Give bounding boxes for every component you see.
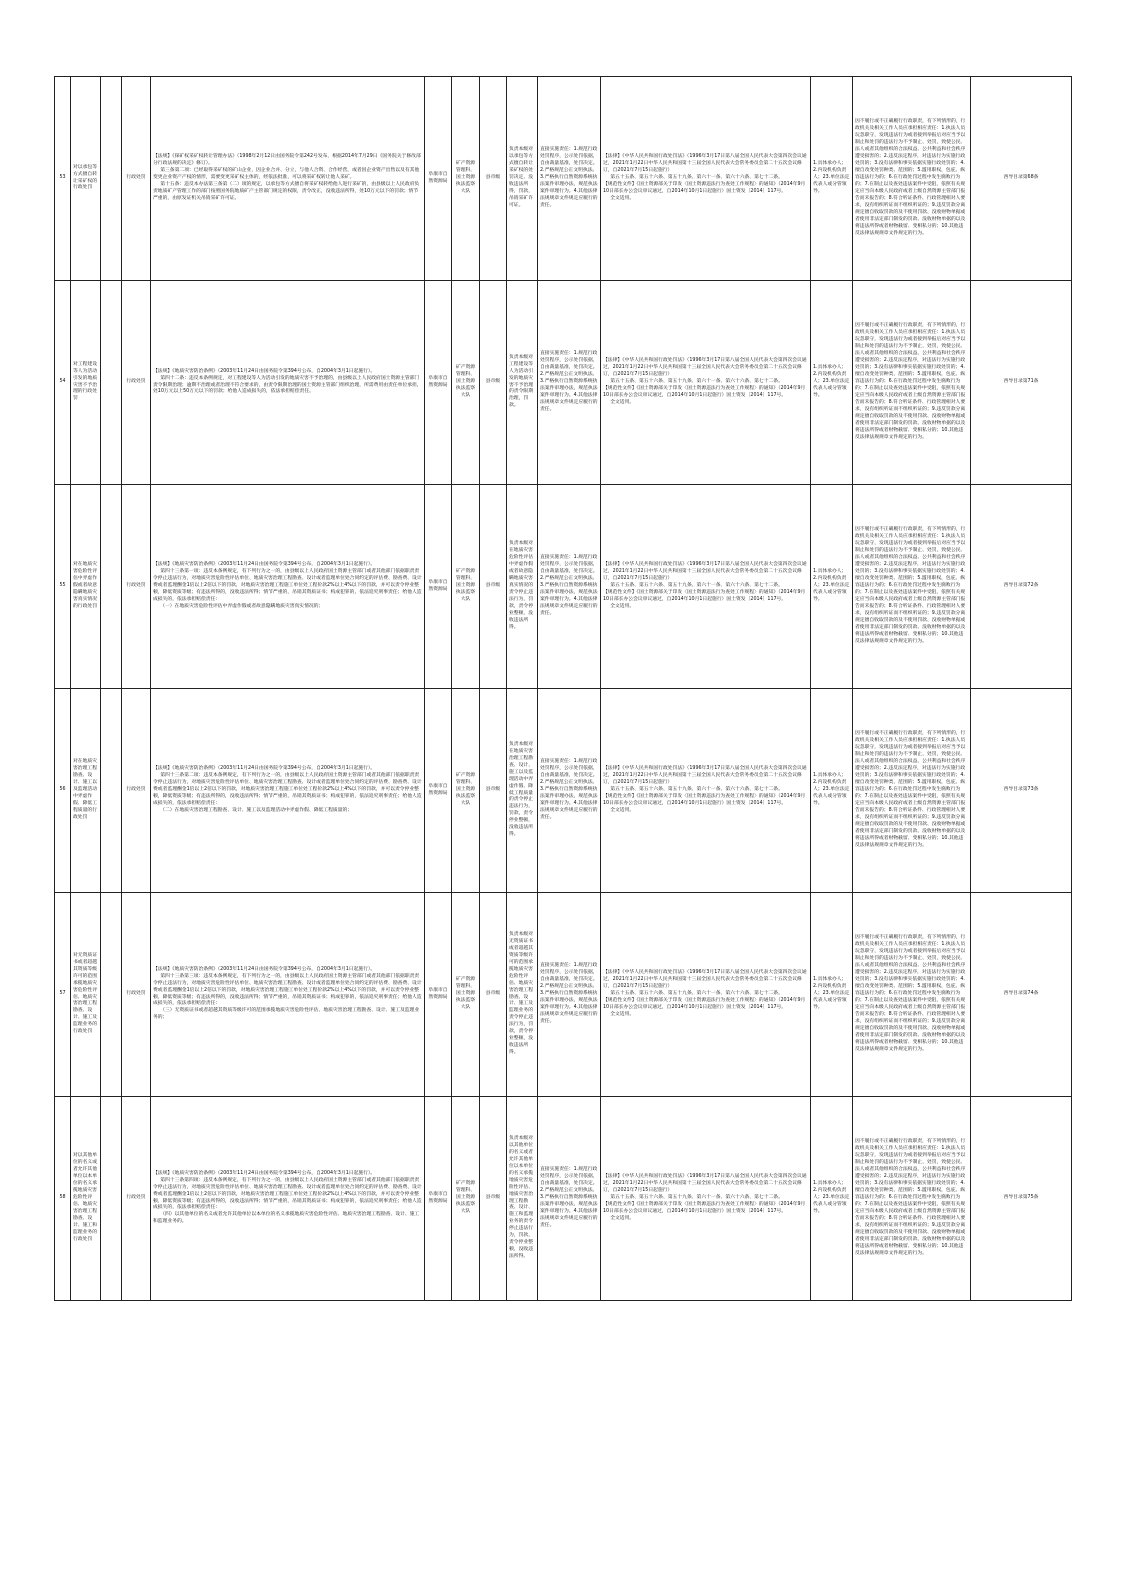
implementing-subject: 阜康市自然资源局 (425, 77, 452, 281)
liability-situations: 因不履行或不正确履行行政职责，有下列情形的，行政机关及相关工作人员应承担相应责任：1.执法人员玩忽职守，发现违法行为或者接到举报后对应当予以制止和处罚的违法行为不予制止、处罚，致使公民、法人或者其他组织的合法权益、公共利益和社会秩序遭受损害的；2.违反法定程序，对违法行为实施行政处罚的；3.没有法律和事实依据实施行政处罚的；4.擅自改变处罚种类、范围的；5.滥用职权，包庇、纵容违法行为的；6.在行政处罚过程中发生腐败行为的；7.在制止以及查处违法案件中受阻，依照有关规定应当向本级人民政府或者上级自然资源主管部门报告而未报告的；8.符合听证条件、行政管理相对人要求，没有组织听证而不组织听证的；9.违反罚款分离规定擅自收取罚款的及不使用罚款、没收财物单据或者使用非法定部门制发的罚款、没收财物单据的以及将违法所得或者财物截留、变相私分的；10.其他违反法律法规规章文件规定的行为。 (853, 281, 971, 485)
row-number: 57 (55, 893, 71, 1097)
power-type: 行政处罚 (122, 281, 151, 485)
sub-item (101, 281, 122, 485)
item-name: 对无资质证书或者超越其资质等级许可的范围承揽地质灾害危险性评估、地质灾害治理工程勘查、设计、施工及监理业务的行政处罚 (71, 893, 101, 1097)
sub-item (101, 485, 122, 689)
power-type: 行政处罚 (122, 77, 151, 281)
table-row (55, 893, 1072, 1097)
accountability: 直接实施责任：1.规范行政处罚程序，公示处罚依据，自由裁量基准，处罚决定。2.严格规范公正文明执法。3.严格执行自然资源系统执法案件审理办法，规范执法案件审理行为。4.其他法律法规规章文件规定应履行的责任。 (538, 77, 601, 281)
responsible-persons: 1.具体承办人；2.内设机构负责人；23.单位法定代表人或分管领导。 (811, 689, 853, 893)
table-row (55, 485, 1072, 689)
power-type: 行政处罚 (122, 485, 151, 689)
basis-paragraph: 【法规】《地质灾害防治条例》（2003年11月24日由国务院令第394号公布，自2004年3月1日起施行）。 (153, 562, 376, 568)
basis-paragraph: 第四十三条第一项：违反本条例规定，有下列行为之一的，由县级以上人民政府国土资源主管部门或者其他部门依据职责责令停止违法行为，对地质灾害危险性评估单位、地质灾害治理工程勘查、设计或者监理单位处合同约定的评估费、勘查费、设计费或者监理酬金1倍以上2倍以下的罚款，对地质灾害治理工程施工单位处工程价款2%以上4%以下的罚款，并可以责令停业整顿，降低资质等级；有违法所得的，没收违法所得；情节严重的，吊销其资质证书；构成犯罪的，依法追究刑事责任；给他人造成损失的，依法承担赔偿责任： (153, 569, 422, 602)
basis-paragraph: 第四十三条第二项：违反本条例规定，有下列行为之一的，由县级以上人民政府国土资源主管部门或者其他部门依据职责责令停止违法行为，对地质灾害危险性评估单位、地质灾害治理工程勘查、设计或者监理单位处合同约定的评估费、勘查费、设计费或者监理酬金1倍以上2倍以下的罚款，对地质灾害治理工程施工单位处工程价款2%以上4%以下的罚款，并可以责令停业整顿，降低资质等级；有违法所得的，没收违法所得；情节严重的，吊销其资质证书；构成犯罪的，依法追究刑事责任；给他人造成损失的，依法承担赔偿责任： (153, 773, 422, 806)
law-basis: 【法律】《中华人民共和国行政处罚法》（1996年3月17日第八届全国人民代表大会第四次会议通过，2021年1月22日中华人民共和国第十三届全国人民代表大会常务委员会第二十五次会议修订，自2021年7月15日起施行） 第五十五条、第五十六条、第五十九条、第六十一条、第六十六条、第七十二条。 【规范性文件】《国土资源部关于印发〈国土资源违法行为查处工作规程〉的通知》（2014年9月10日部长办公会议审议通过，自2014年10月1日起施行）国土资发〔2014〕117号。 全文适用。 (601, 893, 811, 1097)
responsible-persons: 1.具体承办人；2.内设机构负责人；23.单位法定代表人或分管领导。 (811, 77, 853, 281)
exercise-level: 县市级 (480, 689, 507, 893)
table-row (55, 77, 1072, 281)
remark: 西导目录第72条 (971, 485, 1072, 689)
basis-paragraph: 第四十三条第三项：违反本条例规定，有下列行为之一的，由县级以上人民政府国土资源主管部门或者其他部门依据职责责令停止违法行为，对地质灾害危险性评估单位、地质灾害治理工程勘查、设计或者监理单位处合同约定的评估费、勘查费、设计费或者监理酬金1倍以上2倍以下的罚款，对地质灾害治理工程施工单位处工程价款2%以上4%以下的罚款，并可以责令停业整顿，降低资质等级；有违法所得的，没收违法所得；情节严重的，吊销其资质证书；构成犯罪的，依法追究刑事责任；给他人造成损失的，依法承担赔偿责任： (153, 973, 422, 1007)
sub-item (101, 893, 122, 1097)
basis-paragraph: 【法规】《地质灾害防治条例》（2003年11月24日由国务院令第394号公布，自2004年3月1日起施行）。 (153, 1170, 376, 1176)
law-basis: 【法律】《中华人民共和国行政处罚法》（1996年3月17日第八届全国人民代表大会第四次会议通过，2021年1月22日中华人民共和国第十三届全国人民代表大会常务委员会第二十五次会议修订，自2021年7月15日起施行） 第五十五条、第五十六条、第五十九条、第六十一条、第六十六条、第七十二条。 【规范性文件】《国土资源部关于印发〈国土资源违法行为查处工作规程〉的通知》（2014年9月10日部长办公会议审议通过，自2014年10月1日起施行）国土资发〔2014〕117号。 全文适用。 (601, 485, 811, 689)
responsible-persons: 1.具体承办人；2.内设机构负责人；23.单位法定代表人或分管领导。 (811, 893, 853, 1097)
item-name: 对以其他单位的名义或者允许其他单位以本单位的名义承揽地质灾害危险性评估、地质灾害治理工程勘查、设计、施工和监理业务的行政处罚 (71, 1097, 101, 1301)
legal-basis (151, 893, 425, 1097)
liability-situations: 因不履行或不正确履行行政职责，有下列情形的，行政机关及相关工作人员应承担相应责任：1.执法人员玩忽职守，发现违法行为或者接到举报后对应当予以制止和处罚的违法行为不予制止、处罚，致使公民、法人或者其他组织的合法权益、公共利益和社会秩序遭受损害的；2.违反法定程序，对违法行为实施行政处罚的；3.没有法律和事实依据实施行政处罚的；4.擅自改变处罚种类、范围的；5.滥用职权，包庇、纵容违法行为的；6.在行政处罚过程中发生腐败行为的；7.在制止以及查处违法案件中受阻，依照有关规定应当向本级人民政府或者上级自然资源主管部门报告而未报告的；8.符合听证条件、行政管理相对人要求，没有组织听证而不组织听证的；9.违反罚款分离规定擅自收取罚款的及不使用罚款、没收财物单据或者使用非法定部门制发的罚款、没收财物单据的以及将违法所得或者财物截留、变相私分的；10.其他违反法律法规规章文件规定的行为。 (853, 77, 971, 281)
power-type: 行政处罚 (122, 893, 151, 1097)
item-name: 对以承包等方式擅自转让采矿权的行政处罚 (71, 77, 101, 281)
duty-scope: 负责本级对在地质灾害治理工程勘查、设计、施工以及监理活动中弄虚作假、降低工程质量的责令停止违法行为，罚款，责令停业整顿，没收违法所得。 (507, 689, 538, 893)
exercise-level: 县市级 (480, 893, 507, 1097)
power-type: 行政处罚 (122, 689, 151, 893)
responsible-persons: 1.具体承办人；2.内设机构负责人；23.单位法定代表人或分管领导。 (811, 1097, 853, 1301)
basis-paragraph: 【法规】《地质灾害防治条例》（2003年11月24日由国务院令第394号公布，自2004年3月1日起施行）。 (153, 368, 376, 374)
legal-basis (151, 485, 425, 689)
duty-scope: 负责本级对无资质证书或者超越其资质等级许可的范围承揽地质灾害危险性评估、地质灾害治理工程勘查、设计、施工及监理业务的责令停止违法行为，罚款，责令停业整顿，没收违法所得。 (507, 893, 538, 1097)
item-name: 对在地质灾害治理工程勘查、设计、施工以及监理活动中弄虚作假、降低工程质量的行政处罚 (71, 689, 101, 893)
table-row (55, 689, 1072, 893)
row-number: 54 (55, 281, 71, 485)
duty-scope: 负责本级对以其他单位的名义或者允许其他单位以本单位的名义承揽地质灾害危险性评估、地质灾害治理工程勘查、设计、施工和监理业务的责令停止违法行为，罚款，责令停业整顿，没收违法所得。 (507, 1097, 538, 1301)
accountability: 直接实施责任：1.规范行政处罚程序，公示处罚依据，自由裁量基准，处罚决定。2.严格规范公正文明执法。3.严格执行自然资源系统执法案件审理办法，规范执法案件审理行为。4.其他法律法规规章文件规定应履行的责任。 (538, 689, 601, 893)
law-basis: 【法律】《中华人民共和国行政处罚法》（1996年3月17日第八届全国人民代表大会第四次会议通过，2021年1月22日中华人民共和国第十三届全国人民代表大会常务委员会第二十五次会议修订，自2021年7月15日起施行） 第五十五条、第五十六条、第五十九条、第六十一条、第六十六条、第七十二条。 【规范性文件】《国土资源部关于印发〈国土资源违法行为查处工作规程〉的通知》（2014年9月10日部长办公会议审议通过，自2014年10月1日起施行）国土资发〔2014〕117号。 全文适用。 (601, 1097, 811, 1301)
accountability: 直接实施责任：1.规范行政处罚程序，公示处罚依据，自由裁量基准，处罚决定。2.严格规范公正文明执法。3.严格执行自然资源系统执法案件审理办法，规范执法案件审理行为。4.其他法律法规规章文件规定应履行的责任。 (538, 281, 601, 485)
basis-paragraph: 【法规】《探矿权采矿权转让管理办法》（1998年2月12日由国务院令第242号发布，根据2014年7月29日《国务院关于修改部分行政法规的决定》修订）。 (153, 154, 421, 167)
responsible-department: 矿产资源管理科、国土资源执法监察大队 (452, 689, 480, 893)
law-basis: 【法律】《中华人民共和国行政处罚法》（1996年3月17日第八届全国人民代表大会第四次会议通过，2021年1月22日中华人民共和国第十三届全国人民代表大会常务委员会第二十五次会议修订，自2021年7月15日起施行） 第五十五条、第五十六条、第五十九条、第六十一条、第六十六条、第七十二条。 【规范性文件】《国土资源部关于印发〈国土资源违法行为查处工作规程〉的通知》（2014年9月10日部长办公会议审议通过，自2014年10月1日起施行）国土资发〔2014〕117号。 全文适用。 (601, 281, 811, 485)
remark: 西导目录第74条 (971, 893, 1072, 1097)
implementing-subject: 阜康市自然资源局 (425, 689, 452, 893)
row-number: 56 (55, 689, 71, 893)
accountability: 直接实施责任：1.规范行政处罚程序，公示处罚依据，自由裁量基准，处罚决定。2.严格规范公正文明执法。3.严格执行自然资源系统执法案件审理办法，规范执法案件审理行为。4.其他法律法规规章文件规定应履行的责任。 (538, 485, 601, 689)
exercise-level: 县市级 (480, 281, 507, 485)
basis-paragraph: （一）在地质灾害危险性评估中弄虚作假或者故意隐瞒地质灾害真实情况的； (160, 603, 324, 609)
sub-item (101, 1097, 122, 1301)
legal-basis (151, 281, 425, 485)
implementing-subject: 阜康市自然资源局 (425, 281, 452, 485)
sub-item (101, 77, 122, 281)
accountability: 直接实施责任：1.规范行政处罚程序，公示处罚依据，自由裁量基准，处罚决定。2.严格规范公正文明执法。3.严格执行自然资源系统执法案件审理办法，规范执法案件审理行为。4.其他法律法规规章文件规定应履行的责任。 (538, 893, 601, 1097)
liability-situations: 因不履行或不正确履行行政职责，有下列情形的，行政机关及相关工作人员应承担相应责任：1.执法人员玩忽职守，发现违法行为或者接到举报后对应当予以制止和处罚的违法行为不予制止、处罚，致使公民、法人或者其他组织的合法权益、公共利益和社会秩序遭受损害的；2.违反法定程序，对违法行为实施行政处罚的；3.没有法律和事实依据实施行政处罚的；4.擅自改变处罚种类、范围的；5.滥用职权，包庇、纵容违法行为的；6.在行政处罚过程中发生腐败行为的；7.在制止以及查处违法案件中受阻，依照有关规定应当向本级人民政府或者上级自然资源主管部门报告而未报告的；8.符合听证条件、行政管理相对人要求，没有组织听证而不组织听证的；9.违反罚款分离规定擅自收取罚款的及不使用罚款、没收财物单据或者使用非法定部门制发的罚款、没收财物单据的以及将违法所得或者财物截留、变相私分的；10.其他违反法律法规规章文件规定的行为。 (853, 1097, 971, 1301)
implementing-subject: 阜康市自然资源局 (425, 485, 452, 689)
liability-situations: 因不履行或不正确履行行政职责，有下列情形的，行政机关及相关工作人员应承担相应责任：1.执法人员玩忽职守，发现违法行为或者接到举报后对应当予以制止和处罚的违法行为不予制止、处罚，致使公民、法人或者其他组织的合法权益、公共利益和社会秩序遭受损害的；2.违反法定程序，对违法行为实施行政处罚的；3.没有法律和事实依据实施行政处罚的；4.擅自改变处罚种类、范围的；5.滥用职权，包庇、纵容违法行为的；6.在行政处罚过程中发生腐败行为的；7.在制止以及查处违法案件中受阻，依照有关规定应当向本级人民政府或者上级自然资源主管部门报告而未报告的；8.符合听证条件、行政管理相对人要求，没有组织听证而不组织听证的；9.违反罚款分离规定擅自收取罚款的及不使用罚款、没收财物单据或者使用非法定部门制发的罚款、没收财物单据的以及将违法所得或者财物截留、变相私分的；10.其他违反法律法规规章文件规定的行为。 (853, 893, 971, 1097)
power-type: 行政处罚 (122, 1097, 151, 1301)
liability-situations: 因不履行或不正确履行行政职责，有下列情形的，行政机关及相关工作人员应承担相应责任：1.执法人员玩忽职守，发现违法行为或者接到举报后对应当予以制止和处罚的违法行为不予制止、处罚，致使公民、法人或者其他组织的合法权益、公共利益和社会秩序遭受损害的；2.违反法定程序，对违法行为实施行政处罚的；3.没有法律和事实依据实施行政处罚的；4.擅自改变处罚种类、范围的；5.滥用职权，包庇、纵容违法行为的；6.在行政处罚过程中发生腐败行为的；7.在制止以及查处违法案件中受阻，依照有关规定应当向本级人民政府或者上级自然资源主管部门报告而未报告的；8.符合听证条件、行政管理相对人要求，没有组织听证而不组织听证的；9.违反罚款分离规定擅自收取罚款的及不使用罚款、没收财物单据或者使用非法定部门制发的罚款、没收财物单据的以及将违法所得或者财物截留、变相私分的；10.其他违反法律法规规章文件规定的行为。 (853, 485, 971, 689)
remark: 西导目录第71条 (971, 281, 1072, 485)
basis-paragraph: 【法规】《地质灾害防治条例》（2003年11月24日由国务院令第394号公布，自2004年3月1日起施行）。 (153, 966, 376, 972)
legal-basis (151, 77, 425, 281)
implementing-subject: 阜康市自然资源局 (425, 893, 452, 1097)
power-list-table (54, 76, 1072, 1301)
responsible-persons: 1.具体承办人；2.内设机构负责人；23.单位法定代表人或分管领导。 (811, 281, 853, 485)
remark: 西导目录第73条 (971, 689, 1072, 893)
responsible-department: 矿产资源管理科、国土资源执法监察大队 (452, 1097, 480, 1301)
item-name: 对在地质灾害危险性评估中弄虚作假或者故意隐瞒地质灾害真实情况的行政处罚 (71, 485, 101, 689)
duty-scope: 负责本级对工程建设等人为活动引发的地质灾害不予治理的责令限期治理，罚款。 (507, 281, 538, 485)
basis-paragraph: （三）无资质证书或者超越其资质等级许可的范围承揽地质灾害危险性评估、地质灾害治理工程勘查、设计、施工及监理业务的； (153, 1008, 420, 1021)
law-basis: 【法律】《中华人民共和国行政处罚法》（1996年3月17日第八届全国人民代表大会第四次会议通过，2021年1月22日中华人民共和国第十三届全国人民代表大会常务委员会第二十五次会议修订，自2021年7月15日起施行） 第五十五条、第五十六条、第五十九条、第六十一条、第六十六条、第七十二条。 【规范性文件】《国土资源部关于印发〈国土资源违法行为查处工作规程〉的通知》（2014年9月10日部长办公会议审议通过，自2014年10月1日起施行）国土资发〔2014〕117号。 全文适用。 (601, 77, 811, 281)
responsible-department: 矿产资源管理科、国土资源执法监察大队 (452, 281, 480, 485)
basis-paragraph: 第四十三条第四项：违反本条例规定，有下列行为之一的，由县级以上人民政府国土资源主管部门或者其他部门依据职责责令停止违法行为，对地质灾害危险性评估单位、地质灾害治理工程勘查、设计或者监理单位处合同约定的评估费、勘查费、设计费或者监理酬金1倍以上2倍以下的罚款，对地质灾害治理工程施工单位处工程价款2%以上4%以下的罚款，并可以责令停业整顿，降低资质等级；有违法所得的，没收违法所得；情节严重的，吊销其资质证书；构成犯罪的，依法追究刑事责任；给他人造成损失的，依法承担赔偿责任： (153, 1177, 422, 1211)
basis-paragraph: 第四十二条：违反本条例规定，对工程建设等人为活动引发的地质灾害不予治理的，由县级以上人民政府国土资源主管部门责令限期治理；逾期不治理或者治理不符合要求的，由责令限期治理的国土资源主管部门组织治理，所需费用由责任单位承担，处10万元以上50万元以下的罚款；给他人造成损失的，依法承担赔偿责任。 (153, 375, 422, 395)
legal-basis (151, 1097, 425, 1301)
basis-paragraph: （四）以其他单位的名义或者允许其他单位以本单位的名义承揽地质灾害危险性评估、地质灾害治理工程勘查、设计、施工和监理业务的。 (153, 1212, 420, 1225)
remark: 西导目录第68条 (971, 77, 1072, 281)
sub-item (101, 689, 122, 893)
basis-paragraph: 第三条第二项：已经取得采矿权的矿山企业，因企业合并、分立，与他人合资、合作经营，或者因企业资产出售以及有其他变更企业资产产权的情形，需要变更采矿权主体的，经依法批准，可以将采矿权转让他人采矿。 (153, 168, 420, 181)
duty-scope: 负责本级对以承包等方式擅自转让采矿权的处罚决定、没收违法所得，罚款，吊销采矿许可证。 (507, 77, 538, 281)
table-row (55, 1097, 1072, 1301)
row-number: 58 (55, 1097, 71, 1301)
basis-paragraph: 【法规】《地质灾害防治条例》（2003年11月24日由国务院令第394号公布，自2004年3月1日起施行）。 (153, 766, 376, 772)
row-number: 55 (55, 485, 71, 689)
responsible-department: 矿产资源管理科、国土资源执法监察大队 (452, 893, 480, 1097)
exercise-level: 县市级 (480, 77, 507, 281)
duty-scope: 负责本级对在地质灾害危险性评估中弄虚作假或者故意隐瞒地质灾害真实情况的责令停止违法行为，罚款，责令停业整顿，没收违法所得。 (507, 485, 538, 689)
law-basis: 【法律】《中华人民共和国行政处罚法》（1996年3月17日第八届全国人民代表大会第四次会议通过，2021年1月22日中华人民共和国第十三届全国人民代表大会常务委员会第二十五次会议修订，自2021年7月15日起施行） 第五十五条、第五十六条、第五十九条、第六十一条、第六十六条、第七十二条。 【规范性文件】《国土资源部关于印发〈国土资源违法行为查处工作规程〉的通知》（2014年9月10日部长办公会议审议通过，自2014年10月1日起施行）国土资发〔2014〕117号。 全文适用。 (601, 689, 811, 893)
exercise-level: 县市级 (480, 1097, 507, 1301)
legal-basis (151, 689, 425, 893)
basis-paragraph: （二）在地质灾害治理工程勘查、设计、施工以及监理活动中弄虚作假、降低工程质量的； (160, 807, 353, 813)
liability-situations: 因不履行或不正确履行行政职责，有下列情形的，行政机关及相关工作人员应承担相应责任：1.执法人员玩忽职守，发现违法行为或者接到举报后对应当予以制止和处罚的违法行为不予制止、处罚，致使公民、法人或者其他组织的合法权益、公共利益和社会秩序遭受损害的；2.违反法定程序，对违法行为实施行政处罚的；3.没有法律和事实依据实施行政处罚的；4.擅自改变处罚种类、范围的；5.滥用职权，包庇、纵容违法行为的；6.在行政处罚过程中发生腐败行为的；7.在制止以及查处违法案件中受阻，依照有关规定应当向本级人民政府或者上级自然资源主管部门报告而未报告的；8.符合听证条件、行政管理相对人要求，没有组织听证而不组织听证的；9.违反罚款分离规定擅自收取罚款的及不使用罚款、没收财物单据或者使用非法定部门制发的罚款、没收财物单据的以及将违法所得或者财物截留、变相私分的；10.其他违反法律法规规章文件规定的行为。 (853, 689, 971, 893)
basis-paragraph: 第十五条：违反本办法第三条第（二）项的规定，以承包等方式擅自将采矿权转给他人进行采矿的，由县级以上人民政府负责地质矿产管理工作的部门按照国务院地质矿产主管部门规定的权限，责令改正，没收违法所得，处10万元以下的罚款；情节严重的，由原发证机关吊销采矿许可证。 (153, 181, 420, 201)
responsible-department: 矿产资源管理科、国土资源执法监察大队 (452, 77, 480, 281)
accountability: 直接实施责任：1.规范行政处罚程序，公示处罚依据，自由裁量基准，处罚决定。2.严格规范公正文明执法。3.严格执行自然资源系统执法案件审理办法，规范执法案件审理行为。4.其他法律法规规章文件规定应履行的责任。 (538, 1097, 601, 1301)
row-number: 53 (55, 77, 71, 281)
item-name: 对工程建设等人为活动引发的地质灾害不予治理的行政处罚 (71, 281, 101, 485)
remark: 西导目录第75条 (971, 1097, 1072, 1301)
implementing-subject: 阜康市自然资源局 (425, 1097, 452, 1301)
exercise-level: 县市级 (480, 485, 507, 689)
responsible-department: 矿产资源管理科、国土资源执法监察大队 (452, 485, 480, 689)
table-row (55, 281, 1072, 485)
responsible-persons: 1.具体承办人；2.内设机构负责人；23.单位法定代表人或分管领导。 (811, 485, 853, 689)
